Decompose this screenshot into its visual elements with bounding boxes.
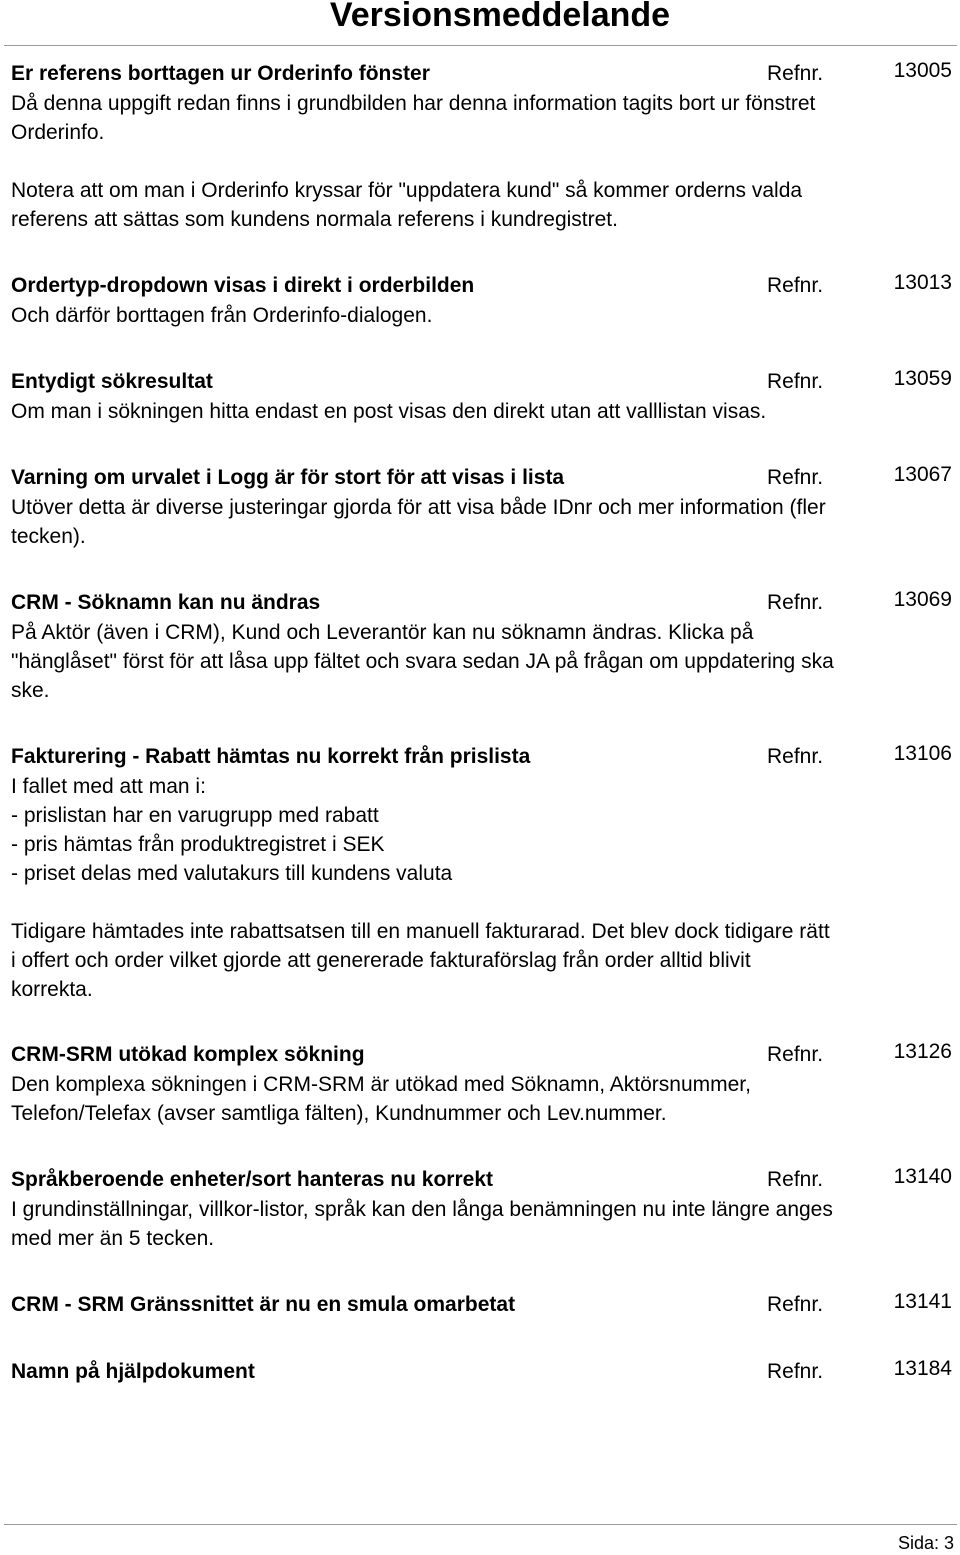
ref-number: 13059	[893, 367, 952, 390]
ref-label: Refnr.	[767, 1043, 824, 1066]
ref-number: 13067	[893, 463, 952, 486]
entry-line: Den komplexa sökningen i CRM-SRM är utökad med Söknamn, Aktörsnummer,	[11, 1073, 751, 1096]
ref-number: 13140	[893, 1165, 952, 1188]
entry-line: Orderinfo.	[11, 121, 105, 144]
entry-title: Er referens borttagen ur Orderinfo fönster	[11, 62, 430, 85]
ref-number: 13069	[893, 588, 952, 611]
ref-number: 13141	[893, 1290, 952, 1313]
release-note-entry	[11, 588, 956, 705]
entry-title: Entydigt sökresultat	[11, 370, 213, 393]
release-note-entry	[11, 1290, 956, 1320]
entry-title: Fakturering - Rabatt hämtas nu korrekt från prislista	[11, 745, 531, 768]
ref-number: 13005	[893, 59, 952, 82]
page-title: Versionsmeddelande	[329, 0, 671, 34]
entry-line: korrekta.	[11, 978, 93, 1001]
entry-line: med mer än 5 tecken.	[11, 1227, 215, 1250]
entry-title: Ordertyp-dropdown visas i direkt i orderbilden	[11, 274, 475, 297]
blank-line	[11, 147, 956, 176]
ref-label: Refnr.	[767, 62, 824, 85]
blank-line	[11, 888, 956, 917]
entry-line: På Aktör (även i CRM), Kund och Leverantör kan nu söknamn ändras. Klicka på	[11, 621, 754, 644]
release-note-entry	[11, 1357, 956, 1387]
ref-label: Refnr.	[767, 1168, 824, 1191]
release-note-entry	[11, 59, 956, 234]
release-note-entry	[11, 742, 956, 1004]
entry-line: tecken).	[11, 525, 86, 548]
entry-line: "hänglåset" först för att låsa upp fältet och svara sedan JA på frågan om uppdatering ska	[11, 650, 834, 673]
entry-line: Notera att om man i Orderinfo kryssar för "uppdatera kund" så kommer orderns valda	[11, 179, 803, 202]
release-note-entry	[11, 1040, 956, 1128]
release-note-entry	[11, 463, 956, 551]
ref-label: Refnr.	[767, 1360, 824, 1383]
entry-line: referens att sättas som kundens normala referens i kundregistret.	[11, 208, 618, 231]
entry-title: Språkberoende enheter/sort hanteras nu korrekt	[11, 1168, 493, 1191]
ref-label: Refnr.	[767, 370, 824, 393]
entry-line: - prislistan har en varugrupp med rabatt	[11, 804, 379, 827]
entry-title: CRM - Söknamn kan nu ändras	[11, 591, 321, 614]
ref-number: 13184	[893, 1357, 952, 1380]
ref-number: 13106	[893, 742, 952, 765]
ref-label: Refnr.	[767, 1293, 824, 1316]
entry-title: CRM - SRM Gränssnittet är nu en smula omarbetat	[11, 1293, 516, 1316]
entry-line: Då denna uppgift redan finns i grundbilden har denna information tagits bort ur fönstret	[11, 92, 816, 115]
page-number: Sida: 3	[897, 1533, 954, 1553]
ref-number: 13126	[893, 1040, 952, 1063]
release-note-entry	[11, 1165, 956, 1253]
entry-line: - priset delas med valutakurs till kundens valuta	[11, 862, 453, 885]
release-note-entry	[11, 271, 956, 330]
entry-title: Varning om urvalet i Logg är för stort för att visas i lista	[11, 466, 565, 489]
entry-line: I fallet med att man i:	[11, 775, 206, 798]
ref-label: Refnr.	[767, 274, 824, 297]
entry-line: Tidigare hämtades inte rabattsatsen till en manuell fakturarad. Det blev dock tidigare rätt	[11, 920, 830, 943]
ref-label: Refnr.	[767, 591, 824, 614]
entry-line: ske.	[11, 679, 50, 702]
ref-label: Refnr.	[767, 466, 824, 489]
ref-number: 13013	[893, 271, 952, 294]
entry-line: i offert och order vilket gjorde att genererade fakturaförslag från order alltid blivit	[11, 949, 751, 972]
top-divider	[4, 45, 957, 46]
entry-line: Och därför borttagen från Orderinfo-dialogen.	[11, 304, 433, 327]
entry-line: Utöver detta är diverse justeringar gjorda för att visa både IDnr och mer information (fler	[11, 496, 826, 519]
entry-line: - pris hämtas från produktregistret i SEK	[11, 833, 385, 856]
entry-line: Telefon/Telefax (avser samtliga fälten), Kundnummer och Lev.nummer.	[11, 1102, 667, 1125]
entry-line: Om man i sökningen hitta endast en post visas den direkt utan att valllistan visas.	[11, 400, 767, 423]
entry-title: Namn på hjälpdokument	[11, 1360, 255, 1383]
ref-label: Refnr.	[767, 745, 824, 768]
bottom-divider	[4, 1524, 957, 1525]
entry-line: I grundinställningar, villkor-listor, språk kan den långa benämningen nu inte längre anges	[11, 1198, 833, 1221]
release-note-entry	[11, 367, 956, 426]
entry-title: CRM-SRM utökad komplex sökning	[11, 1043, 365, 1066]
